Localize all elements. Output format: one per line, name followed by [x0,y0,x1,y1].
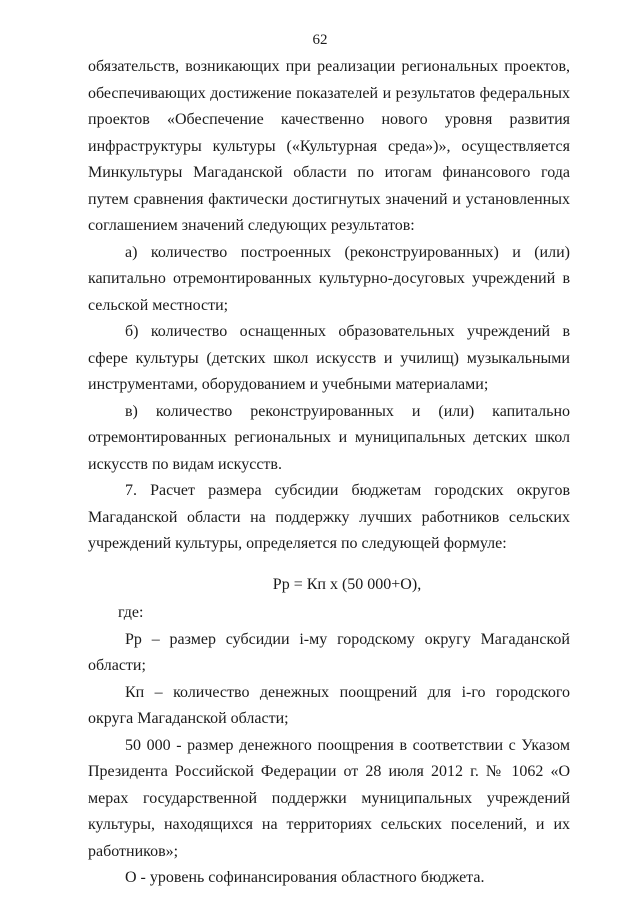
formula: Рр = Кп х (50 000+О), [272,575,422,593]
definition-kp: Кп – количество денежных поощрений для i-го городского округа Магаданской области; [88,683,570,727]
document-body [88,54,570,892]
list-item-b: б) количество оснащенных образовательных учреждений в сфере культуры (детских школ искусств и училищ) музыкальными инструментами, оборудованием и учебными материалами; [88,323,570,393]
page-number: 62 [312,32,328,48]
definition-o: О - уровень софинансирования областного бюджета. [125,869,485,886]
definition-50000: 50 000 - размер денежного поощрения в соответствии с Указом Президента Российской Федерации от 28 июля 2012 г. № 1062 «О мерах государственной поддержки муниципальных учреждений культуры, находящихся на территориях сельских поселений, и их работников»; [88,736,570,860]
paragraph-obligations: обязательств, возникающих при реализации региональных проектов, обеспечивающих достижение показателей и результатов федеральных проектов «Обеспечение качественно нового уровня развития инфраструктуры культуры («Культурная среда»)», осуществляется Минкультуры Магаданской области по итогам финансового года путем сравнения фактически достигнутых значений и установленных соглашением значений следующих результатов: [88,58,570,234]
definition-rr: Рр – размер субсидии i-му городскому округу Магаданской области; [88,630,570,674]
paragraph-section-7: 7. Расчет размера субсидии бюджетам городских округов Магаданской области на поддержку лучших работников сельских учреждений культуры, определяется по следующей формуле: [88,482,570,552]
list-item-v: в) количество реконструированных и (или) капитально отремонтированных региональных и муниципальных детских школ искусств по видам искусств. [88,402,570,473]
list-item-a: а) количество построенных (реконструированных) и (или) капитально отремонтированных культурно-досуговых учреждений в сельской местности; [88,243,570,314]
where-label: где: [118,604,144,621]
